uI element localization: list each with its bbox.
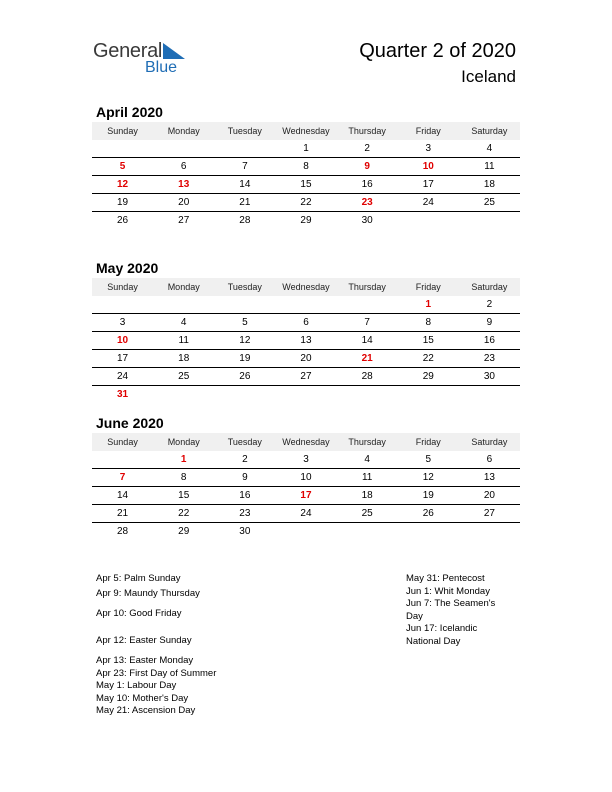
day-cell: 13 xyxy=(300,335,312,346)
day-cell: 29 xyxy=(178,526,190,537)
day-cell: 24 xyxy=(300,508,312,519)
day-cell xyxy=(214,296,275,313)
weekday-label: Tuesday xyxy=(227,437,262,447)
week-row xyxy=(92,487,520,505)
day-cell: 6 xyxy=(486,454,493,465)
day-cell: 19 xyxy=(239,353,251,364)
weekday-label: Sunday xyxy=(107,126,138,136)
weekday-label: Saturday xyxy=(471,437,508,447)
day-cell: 11 xyxy=(361,472,373,483)
month-title: May 2020 xyxy=(96,260,159,276)
day-cell: 4 xyxy=(364,454,370,465)
generalblue-logo xyxy=(93,40,203,80)
day-cell: 3 xyxy=(425,143,432,154)
weekday-label: Monday xyxy=(167,282,200,292)
day-cell: 27 xyxy=(483,508,495,519)
day-cell: 28 xyxy=(361,371,373,382)
day-cell xyxy=(153,296,214,313)
holiday-entry: Apr 10: Good Friday xyxy=(96,608,182,619)
weekday-label: Sunday xyxy=(107,437,138,447)
day-cell: 6 xyxy=(180,161,187,172)
day-cell xyxy=(214,140,275,157)
week-row xyxy=(92,505,520,523)
logo-text-general: General xyxy=(93,40,163,62)
holiday-day-cell: 9 xyxy=(364,161,370,172)
day-cell: 19 xyxy=(422,490,434,501)
day-cell: 16 xyxy=(361,179,373,190)
day-cell: 2 xyxy=(486,299,493,310)
day-cell: 18 xyxy=(361,490,373,501)
weekday-label: Friday xyxy=(415,126,441,136)
day-cell: 27 xyxy=(300,371,312,382)
day-cell: 7 xyxy=(364,317,370,328)
day-cell xyxy=(459,386,520,403)
holiday-entry: Jun 7: The Seamen's xyxy=(406,598,496,609)
day-cell: 17 xyxy=(117,353,129,364)
day-cell: 1 xyxy=(303,143,309,154)
day-cell: 5 xyxy=(242,317,248,328)
day-cell: 18 xyxy=(483,179,495,190)
holiday-day-cell: 7 xyxy=(119,472,126,483)
day-cell: 16 xyxy=(239,490,251,501)
holiday-entry: Jun 17: Icelandic xyxy=(406,623,478,634)
page-title: Quarter 2 of 2020 xyxy=(359,40,516,62)
week-row xyxy=(92,314,520,332)
day-cell: 5 xyxy=(425,454,432,465)
day-cell: 6 xyxy=(303,317,309,328)
holiday-entry: May 1: Labour Day xyxy=(96,680,177,691)
weekday-header xyxy=(92,122,520,140)
holiday-day-cell: 31 xyxy=(117,389,129,400)
day-cell: 25 xyxy=(361,508,373,519)
day-cell xyxy=(459,523,520,540)
day-cell: 21 xyxy=(117,508,129,519)
day-cell: 24 xyxy=(117,371,129,382)
weekday-label: Thursday xyxy=(348,437,386,447)
holiday-entry: Jun 1: Whit Monday xyxy=(406,585,490,597)
day-cell: 28 xyxy=(239,215,251,226)
holiday-day-cell: 12 xyxy=(117,179,129,190)
day-cell: 28 xyxy=(117,526,129,537)
holiday-day-cell: 1 xyxy=(180,454,187,465)
holiday-day-cell: 17 xyxy=(300,490,312,501)
holiday-day-cell: 13 xyxy=(178,179,190,190)
week-row xyxy=(92,158,520,176)
holiday-entry: Apr 13: Easter Monday xyxy=(96,655,194,666)
week-row xyxy=(92,469,520,487)
day-cell: 8 xyxy=(180,472,187,483)
day-cell: 14 xyxy=(361,335,373,346)
day-cell: 21 xyxy=(239,197,251,208)
weekday-label: Thursday xyxy=(348,126,386,136)
weekday-label: Tuesday xyxy=(227,126,262,136)
day-cell: 18 xyxy=(178,353,190,364)
holiday-entry: Apr 23: First Day of Summer xyxy=(96,667,217,679)
holiday-day-cell: 21 xyxy=(361,353,373,364)
holiday-entry: May 21: Ascension Day xyxy=(96,705,196,716)
day-cell: 9 xyxy=(242,472,248,483)
weekday-label: Friday xyxy=(415,437,441,447)
holiday-entry: Apr 12: Easter Sunday xyxy=(96,634,192,646)
day-cell xyxy=(275,523,336,540)
day-cell: 26 xyxy=(117,215,129,226)
weekday-label: Wednesday xyxy=(282,126,330,136)
weekday-label: Wednesday xyxy=(282,282,330,292)
day-cell: 15 xyxy=(422,335,434,346)
day-cell: 25 xyxy=(178,371,190,382)
day-cell: 30 xyxy=(361,215,373,226)
day-cell: 9 xyxy=(486,317,493,328)
day-cell: 14 xyxy=(117,490,129,501)
month-may xyxy=(92,258,520,403)
day-cell: 15 xyxy=(300,179,312,190)
holiday-list-right xyxy=(406,573,495,648)
day-cell: 20 xyxy=(483,490,495,501)
week-row xyxy=(92,523,520,540)
day-cell: 4 xyxy=(486,143,493,154)
day-cell: 8 xyxy=(303,161,309,172)
day-cell: 16 xyxy=(483,335,495,346)
day-cell: 22 xyxy=(422,353,434,364)
day-cell: 7 xyxy=(242,161,248,172)
day-cell: 23 xyxy=(239,508,251,519)
day-cell: 13 xyxy=(483,472,495,483)
week-row xyxy=(92,296,520,314)
day-cell: 23 xyxy=(483,353,495,364)
holiday-entry: May 10: Mother's Day xyxy=(96,692,189,704)
day-cell: 30 xyxy=(239,526,251,537)
day-cell: 8 xyxy=(425,317,432,328)
day-cell: 27 xyxy=(178,215,190,226)
day-cell: 12 xyxy=(239,335,251,346)
weekday-label: Sunday xyxy=(107,282,138,292)
holiday-day-cell: 1 xyxy=(425,299,432,310)
day-cell xyxy=(275,296,336,313)
day-cell: 3 xyxy=(119,317,126,328)
day-cell xyxy=(214,386,275,403)
day-cell xyxy=(275,386,336,403)
week-row xyxy=(92,194,520,212)
day-cell: 10 xyxy=(300,472,312,483)
weekday-label: Saturday xyxy=(471,126,508,136)
day-cell: 26 xyxy=(422,508,434,519)
day-cell: 2 xyxy=(364,143,370,154)
day-cell: 12 xyxy=(422,472,434,483)
day-cell: 11 xyxy=(178,335,189,346)
day-cell: 29 xyxy=(422,371,434,382)
day-cell: 25 xyxy=(483,197,495,208)
holiday-entry: National Day xyxy=(406,635,461,647)
day-cell: 14 xyxy=(239,179,251,190)
week-row xyxy=(92,332,520,350)
day-cell xyxy=(153,386,214,403)
month-june xyxy=(92,413,520,540)
weekday-label: Tuesday xyxy=(227,282,262,292)
day-cell xyxy=(337,523,398,540)
week-row xyxy=(92,451,520,469)
holiday-day-cell: 10 xyxy=(117,335,129,346)
weekday-header xyxy=(92,278,520,296)
holiday-entry: Apr 9: Maundy Thursday xyxy=(96,587,200,599)
holiday-entry: Day xyxy=(406,610,423,622)
week-row xyxy=(92,350,520,368)
day-cell xyxy=(92,451,153,468)
day-cell xyxy=(153,140,214,157)
month-april xyxy=(92,102,520,229)
day-cell xyxy=(92,140,153,157)
day-cell xyxy=(92,296,153,313)
holiday-day-cell: 23 xyxy=(361,197,373,208)
day-cell: 15 xyxy=(178,490,190,501)
day-cell xyxy=(337,296,398,313)
week-row xyxy=(92,386,520,403)
holiday-day-cell: 10 xyxy=(422,161,434,172)
day-cell xyxy=(459,212,520,229)
day-cell: 29 xyxy=(300,215,312,226)
weekday-label: Wednesday xyxy=(282,437,330,447)
day-cell: 17 xyxy=(422,179,434,190)
day-cell: 22 xyxy=(178,508,190,519)
day-cell: 2 xyxy=(242,454,248,465)
day-cell xyxy=(398,523,459,540)
weekday-label: Thursday xyxy=(348,282,386,292)
week-row xyxy=(92,140,520,158)
day-cell: 22 xyxy=(300,197,312,208)
holiday-list-left xyxy=(96,573,216,718)
day-cell xyxy=(398,386,459,403)
day-cell xyxy=(398,212,459,229)
weekday-label: Monday xyxy=(167,126,200,136)
holiday-entry: Apr 5: Palm Sunday xyxy=(96,573,181,584)
week-row xyxy=(92,212,520,229)
holiday-entry: May 31: Pentecost xyxy=(406,573,485,584)
weekday-header xyxy=(92,433,520,451)
day-cell: 26 xyxy=(239,371,251,382)
day-cell: 3 xyxy=(303,454,309,465)
holiday-day-cell: 5 xyxy=(119,161,126,172)
weekday-label: Friday xyxy=(415,282,441,292)
weekday-label: Saturday xyxy=(471,282,508,292)
day-cell: 20 xyxy=(178,197,190,208)
weekday-label: Monday xyxy=(167,437,200,447)
logo-triangle-icon xyxy=(163,43,185,59)
month-title: June 2020 xyxy=(96,415,164,431)
month-title: April 2020 xyxy=(96,104,163,120)
day-cell: 19 xyxy=(117,197,129,208)
day-cell xyxy=(337,386,398,403)
day-cell: 4 xyxy=(180,317,187,328)
day-cell: 30 xyxy=(483,371,495,382)
week-row xyxy=(92,368,520,386)
country-name: Iceland xyxy=(461,67,516,86)
day-cell: 20 xyxy=(300,353,312,364)
week-row xyxy=(92,176,520,194)
day-cell: 24 xyxy=(422,197,434,208)
logo-text-blue: Blue xyxy=(145,59,178,76)
day-cell: 11 xyxy=(484,161,495,172)
